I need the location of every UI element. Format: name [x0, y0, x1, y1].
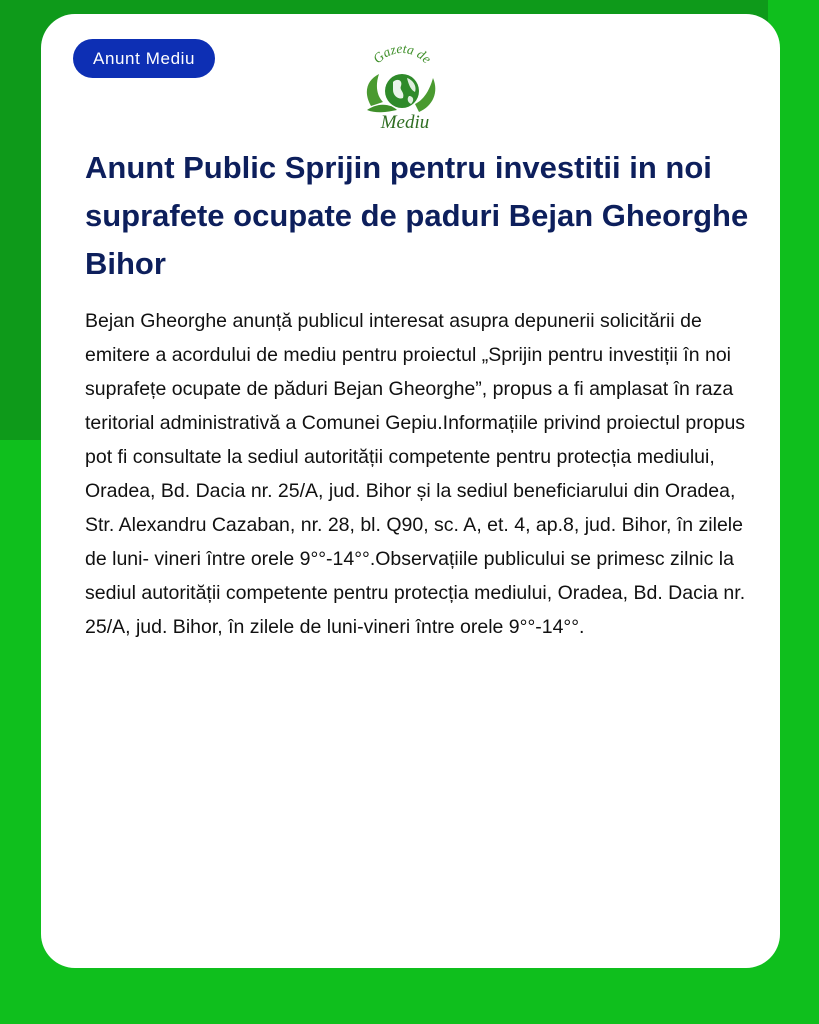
- logo-bottom-text: Mediu: [380, 112, 430, 132]
- gazeta-de-mediu-logo: [357, 40, 447, 132]
- category-badge[interactable]: Anunt Mediu: [73, 39, 215, 78]
- logo-top-text: Gazeta de: [369, 40, 435, 67]
- announcement-body: Bejan Gheorghe anunță publicul interesat asupra depunerii solicitării de emitere a acordului de mediu pentru proiectul „Sprijin pentru investiții în noi suprafețe ocupate de păduri Bejan Gheorghe”, propus a fi amplasat în raza teritorial administrativă a Comunei Gepiu.Informațiile privind proiectul propus pot fi consultate la sediul autorității competente pentru protecția mediului, Oradea, Bd. Dacia nr. 25/A, jud. Bihor și la sediul beneficiarului din Oradea, Str. Alexandru Cazaban, nr. 28, bl. Q90, sc. A, et. 4, ap.8, jud. Bihor, în zilele de luni- vineri între orele 9°°-14°°.Observațiile publicului se primesc zilnic la sediul autorității competente pentru protecția mediului, Oradea, Bd. Dacia nr. 25/A, jud. Bihor, în zilele de luni-vineri între orele 9°°-14°°.: [85, 310, 746, 638]
- announcement-card: [41, 14, 780, 968]
- svg-text:Gazeta de: [370, 41, 434, 66]
- leaf-left-icon: [367, 74, 383, 106]
- page-title: Anunt Public Sprijin pentru investitii in noi suprafete ocupate de paduri Bejan Gheorghe Bihor: [85, 150, 749, 281]
